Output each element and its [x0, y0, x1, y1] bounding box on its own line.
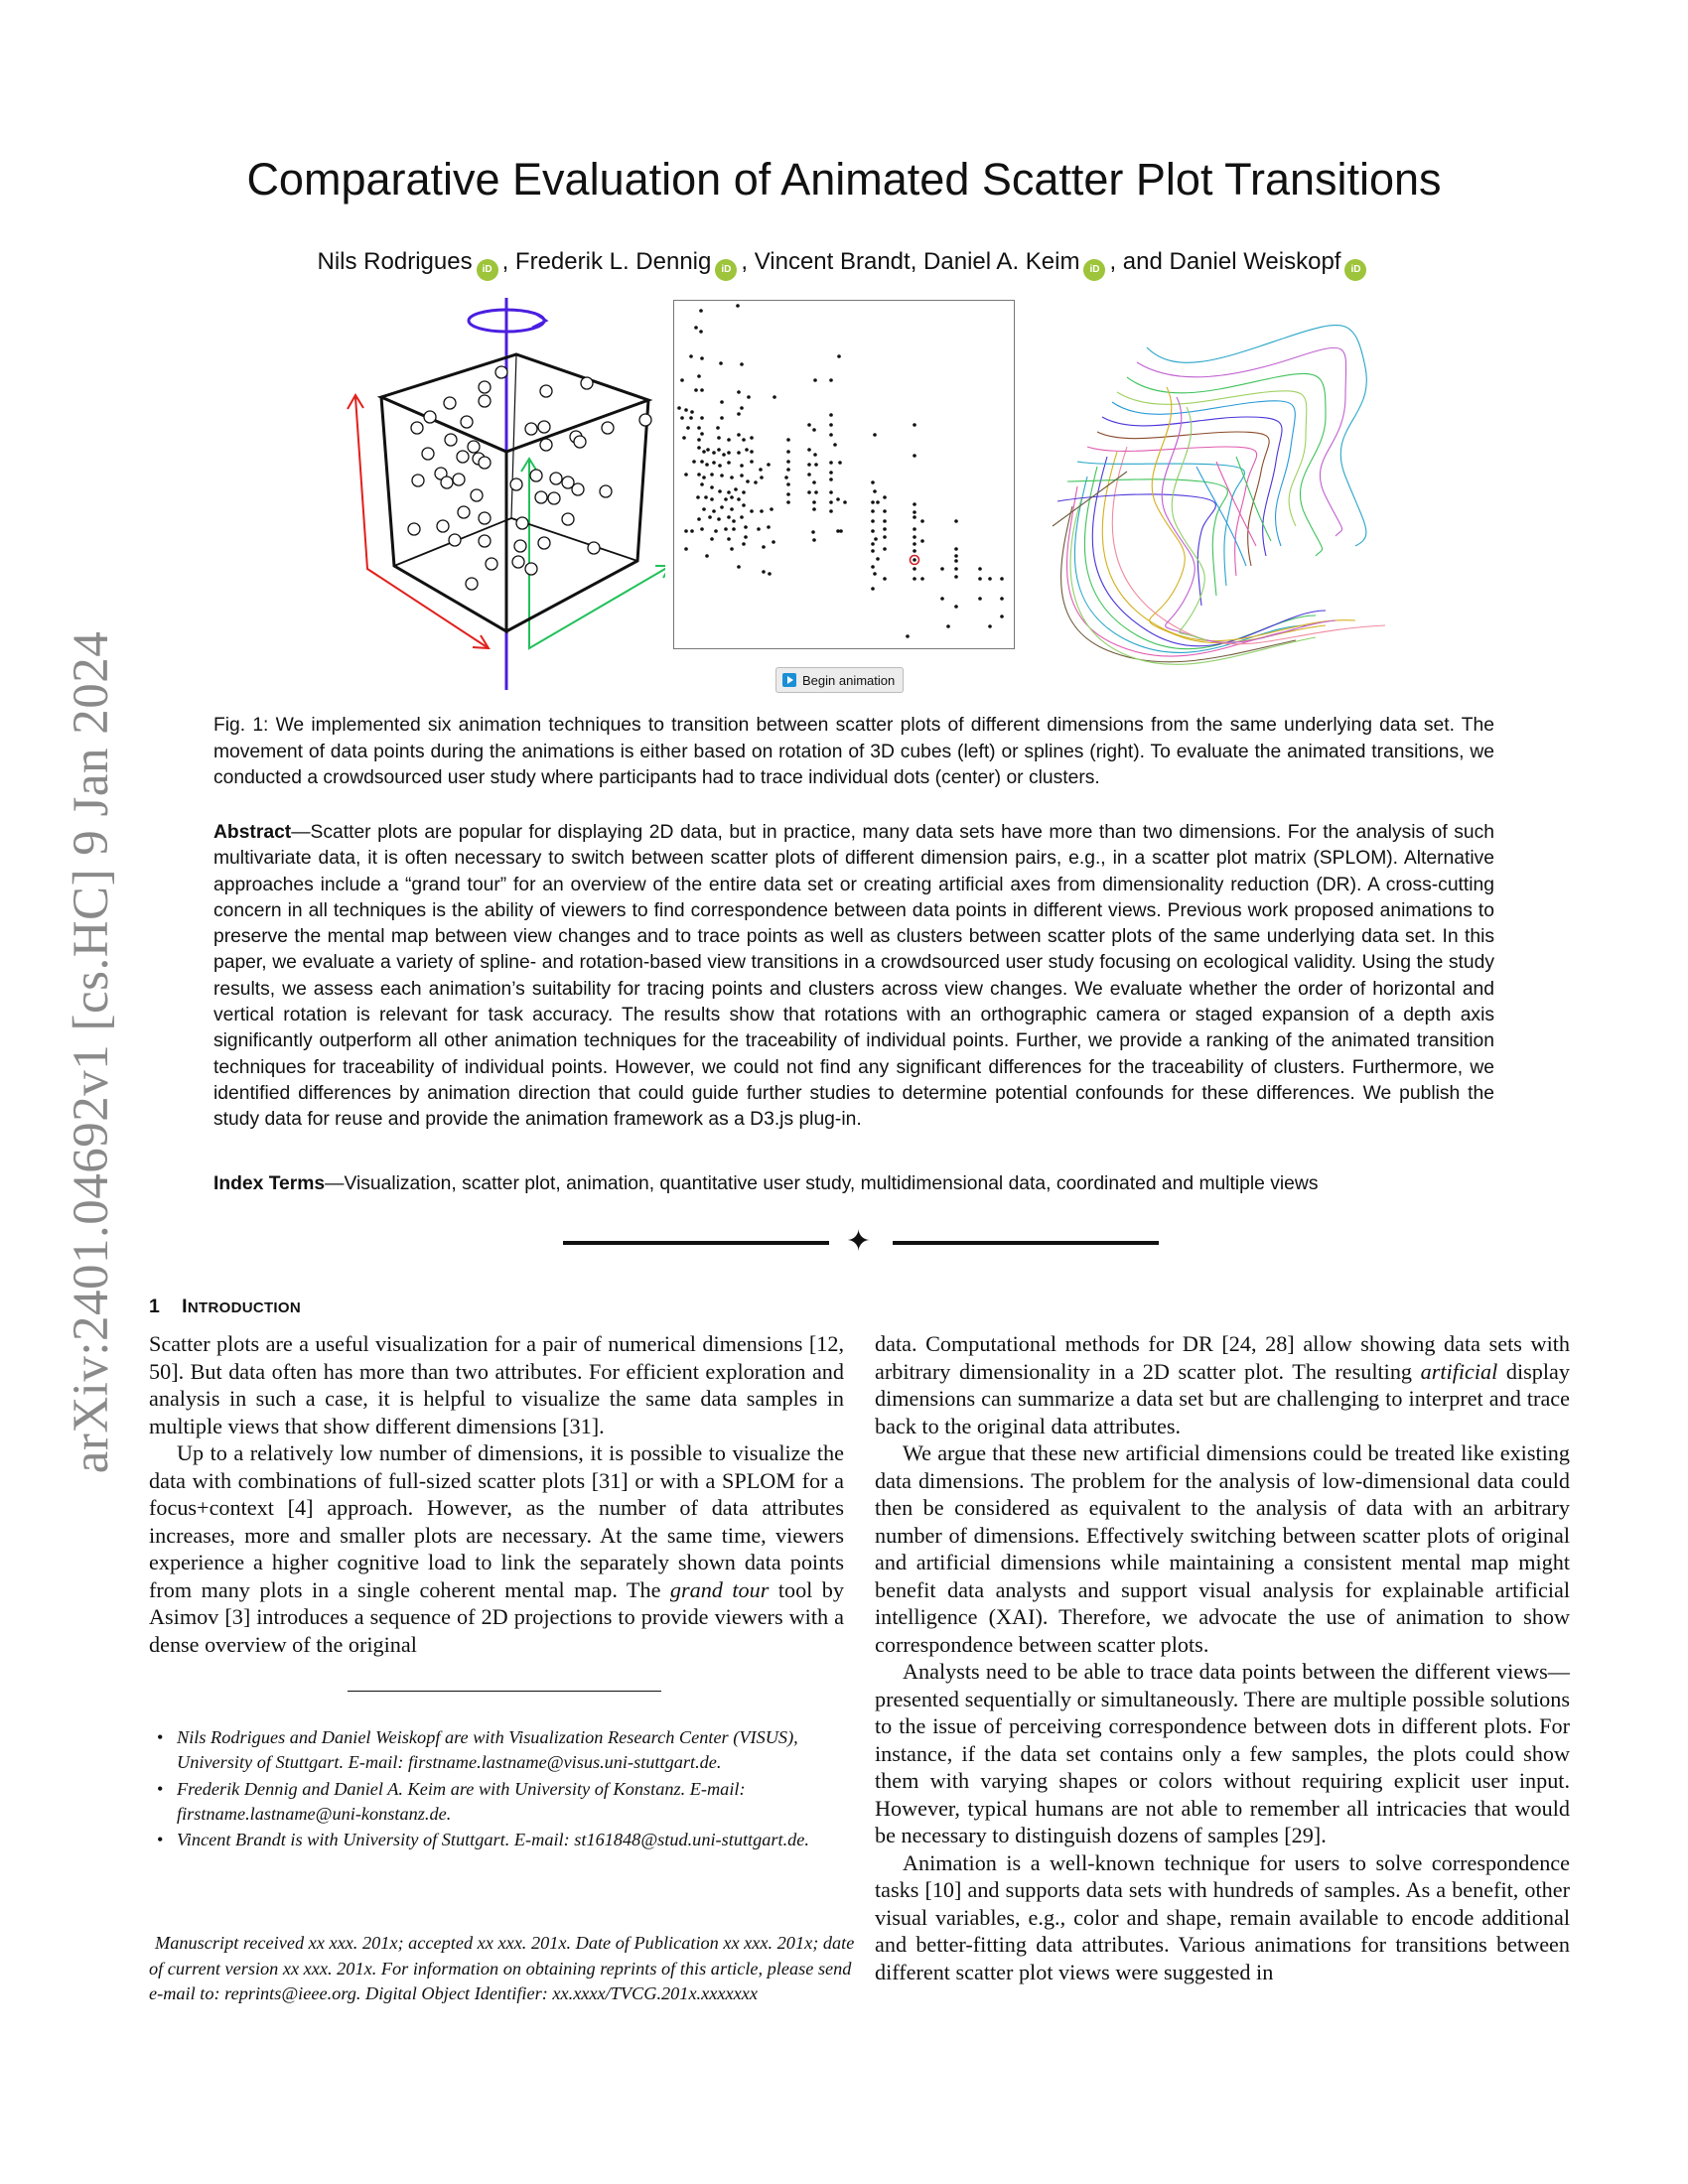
text-run: display dimensions can summarize a data set but are challenging to interpret and trace back to the original data attributes.: [875, 1358, 1570, 1438]
emphasis: grand tour: [669, 1576, 770, 1602]
begin-animation-label: Begin animation: [802, 672, 896, 688]
manuscript-note: Manuscript received xx xxx. 201x; accepted xx xxx. 201x. Date of Publication xx xxx. 201x; date of current version xx xxx. 201x. For information on obtaining reprints of this article, please send e-mail to: reprints@ieee.org. Digital Object Identifier: xx.xxxx/TVCG.201x.xxxxxxx: [149, 1933, 855, 2003]
orcid-icon[interactable]: iD: [1344, 259, 1366, 281]
abstract-dash: —: [291, 822, 311, 843]
paragraph: Animation is a well-known technique for users to solve correspondence tasks [10] and supports data sets with hundreds of samples. As a benefit, other visual variables, e.g., color and shape, remain available to encode additional and better-fitting data attributes. Various animations for transitions between different scatter plot views were suggested in: [875, 1849, 1570, 1984]
left-column-body: [149, 1330, 844, 1658]
section-number: 1: [149, 1296, 161, 1317]
author-affiliations: [157, 1725, 862, 1853]
figure-caption: Fig. 1: We implemented six animation techniques to transition between scatter plots of different dimensions from the same underlying data set. The movement of data points during the animations is either based on rotation of 3D cubes (left) or splines (right). To evaluate the animated transitions, we conducted a crowdsourced user study where participants had to trace individual dots (center) or clusters.: [213, 715, 1494, 788]
paragraph: Analysts need to be able to trace data points between the different views—presented sequentially or simultaneously. There are multiple possible solutions to the issue of perceiving correspondence between dots in different plots. For instance, if the data set contains only a few samples, the plots could show them with varying shapes or colors without requiring explicit user input. However, typical humans are not able to remember all intricacies that would be necessary to distinguish dozens of samples [29].: [875, 1659, 1570, 1847]
orcid-icon[interactable]: iD: [477, 259, 498, 281]
affiliation-item: • Vincent Brandt is with University of Stuttgart. E-mail: st161848@stud.uni-stuttgart.de.: [177, 1828, 862, 1852]
author-separator: ,: [741, 248, 755, 275]
author: Vincent Brandt: [754, 248, 911, 275]
affiliation-item: • Nils Rodrigues and Daniel Weiskopf are with Visualization Research Center (VISUS), University of Stuttgart. E-mail: firstname.lastname@visus.uni-stuttgart.de.: [177, 1725, 862, 1776]
section-heading-introduction: [149, 1296, 301, 1318]
section-title-initial: I: [182, 1296, 188, 1317]
paragraph: [149, 1439, 844, 1658]
right-column-body: [875, 1330, 1570, 1985]
section-divider-right: [893, 1241, 1159, 1245]
orcid-icon[interactable]: iD: [715, 259, 737, 281]
affiliation-item: • Frederik Dennig and Daniel A. Keim are with University of Konstanz. E-mail: firstname.lastname@uni-konstanz.de.: [177, 1777, 862, 1828]
spline-curves: [1053, 326, 1385, 665]
abstract-text: Scatter plots are popular for displaying 2D data, but in practice, many data sets have more than two dimensions. For the analysis of such multivariate data, it is often necessary to switch between scatter plots of different dimension pairs, e.g., in a scatter plot matrix (SPLOM). Alternative approaches include a “grand tour” for an overview of the entire data set or creating artificial axes from dimensionality reduction (DR). A cross-cutting concern in all techniques is the ability of viewers to find correspondence between data points in different views. Previous work proposed animations to preserve the mental map between view changes and to trace points as well as clusters between scatter plots of the same underlying data set. In this paper, we evaluate a variety of spline- and rotation-based view transitions in a crowdsourced user study focusing on ecological validity. Using the study results, we assess each animation’s suitability for tracing points and clusters across view changes. We evaluate whether the order of horizontal and vertical rotation is relevant for task accuracy. The results show that rotations with an orthographic camera or staged expansion of a depth axis significantly outperform all other animation techniques for the traceability of individual points. Further, we provide a ranking of the animated transition techniques for traceability of individual points. However, we could not find any significant differences for the traceability of clusters. Furthermore, we identified differences by animation direction that could guide further studies to determine potential confounds for these differences. We publish the study data for reuse and provide the animation framework as a D3.js plug-in.: [213, 822, 1494, 1131]
index-terms-text: Visualization, scatter plot, animation, quantitative user study, multidimensional data, coordinated and multiple views: [344, 1173, 1319, 1194]
author: Nils Rodrigues: [317, 248, 473, 275]
rotation-cube-figure: [318, 288, 665, 705]
orcid-icon[interactable]: iD: [1083, 259, 1105, 281]
author-list: [0, 248, 1688, 281]
paper-title: Comparative Evaluation of Animated Scatter Plot Transitions: [246, 154, 1442, 205]
index-terms-label: Index Terms: [213, 1173, 326, 1194]
index-terms: [213, 1171, 1494, 1197]
paragraph: [875, 1330, 1570, 1439]
section-title-rest: NTRODUCTION: [187, 1299, 301, 1316]
scatter-dots: [677, 304, 1004, 638]
text-run: tool by Asimov [3] introduces a sequence of 2D projections to provide viewers with a dense overview of the original: [149, 1576, 844, 1657]
author-separator: , and: [1109, 248, 1170, 275]
abstract-label: Abstract: [213, 822, 292, 843]
spline-transitions-figure: [1028, 288, 1405, 675]
paragraph: We argue that these new artificial dimensions could be treated like existing data dimensions. The problem for the analysis of low-dimensional data could then be considered as equivalent to the analysis of data with an arbitrary number of dimensions. Effectively switching between scatter plots of original and artificial dimensions while maintaining a consistent mental map might benefit data analysts and support visual analysis for explainable artificial intelligence (XAI). Therefore, we advocate the use of animation to show correspondence between scatter plots.: [875, 1440, 1570, 1657]
emphasis: artificial: [1420, 1358, 1498, 1384]
paragraph: Scatter plots are a useful visualization for a pair of numerical dimensions [12, 50]. But data often has more than two attributes. For efficient exploration and analysis in such a case, it is helpful to visualize the same data samples in multiple views that show different dimensions [31].: [149, 1331, 844, 1438]
index-terms-dash: —: [325, 1173, 345, 1194]
section-divider-left: [563, 1241, 829, 1245]
text-run: Up to a relatively low number of dimensions, it is possible to visualize the data with combinations of full-sized scatter plots [31] or with a SPLOM for a focus+context [4] approach. However, as the number of data attributes increases, more and smaller plots are necessary. At the same time, viewers experience a higher cognitive load to link the separately shown data points from many plots in a single coherent mental map. The: [149, 1440, 844, 1602]
author-separator: ,: [910, 248, 924, 275]
footnote-rule: [348, 1691, 661, 1692]
begin-animation-button[interactable]: [775, 667, 904, 693]
text-run: data. Computational methods for DR [24, 28] allow showing data sets with arbitrary dimensionality in a 2D scatter plot. The resulting: [875, 1331, 1570, 1384]
abstract: [213, 820, 1494, 1134]
author: Frederik L. Dennig: [514, 248, 712, 275]
scatter-plot-figure: [673, 300, 1015, 649]
arxiv-identifier-stamp: arXiv:2401.04692v1 [cs.HC] 9 Jan 2024: [64, 630, 119, 1474]
author-separator: ,: [501, 248, 515, 275]
author: Daniel Weiskopf: [1169, 248, 1341, 275]
author: Daniel A. Keim: [923, 248, 1080, 275]
play-icon: [782, 673, 796, 687]
divider-star-icon: ✦: [846, 1225, 872, 1258]
